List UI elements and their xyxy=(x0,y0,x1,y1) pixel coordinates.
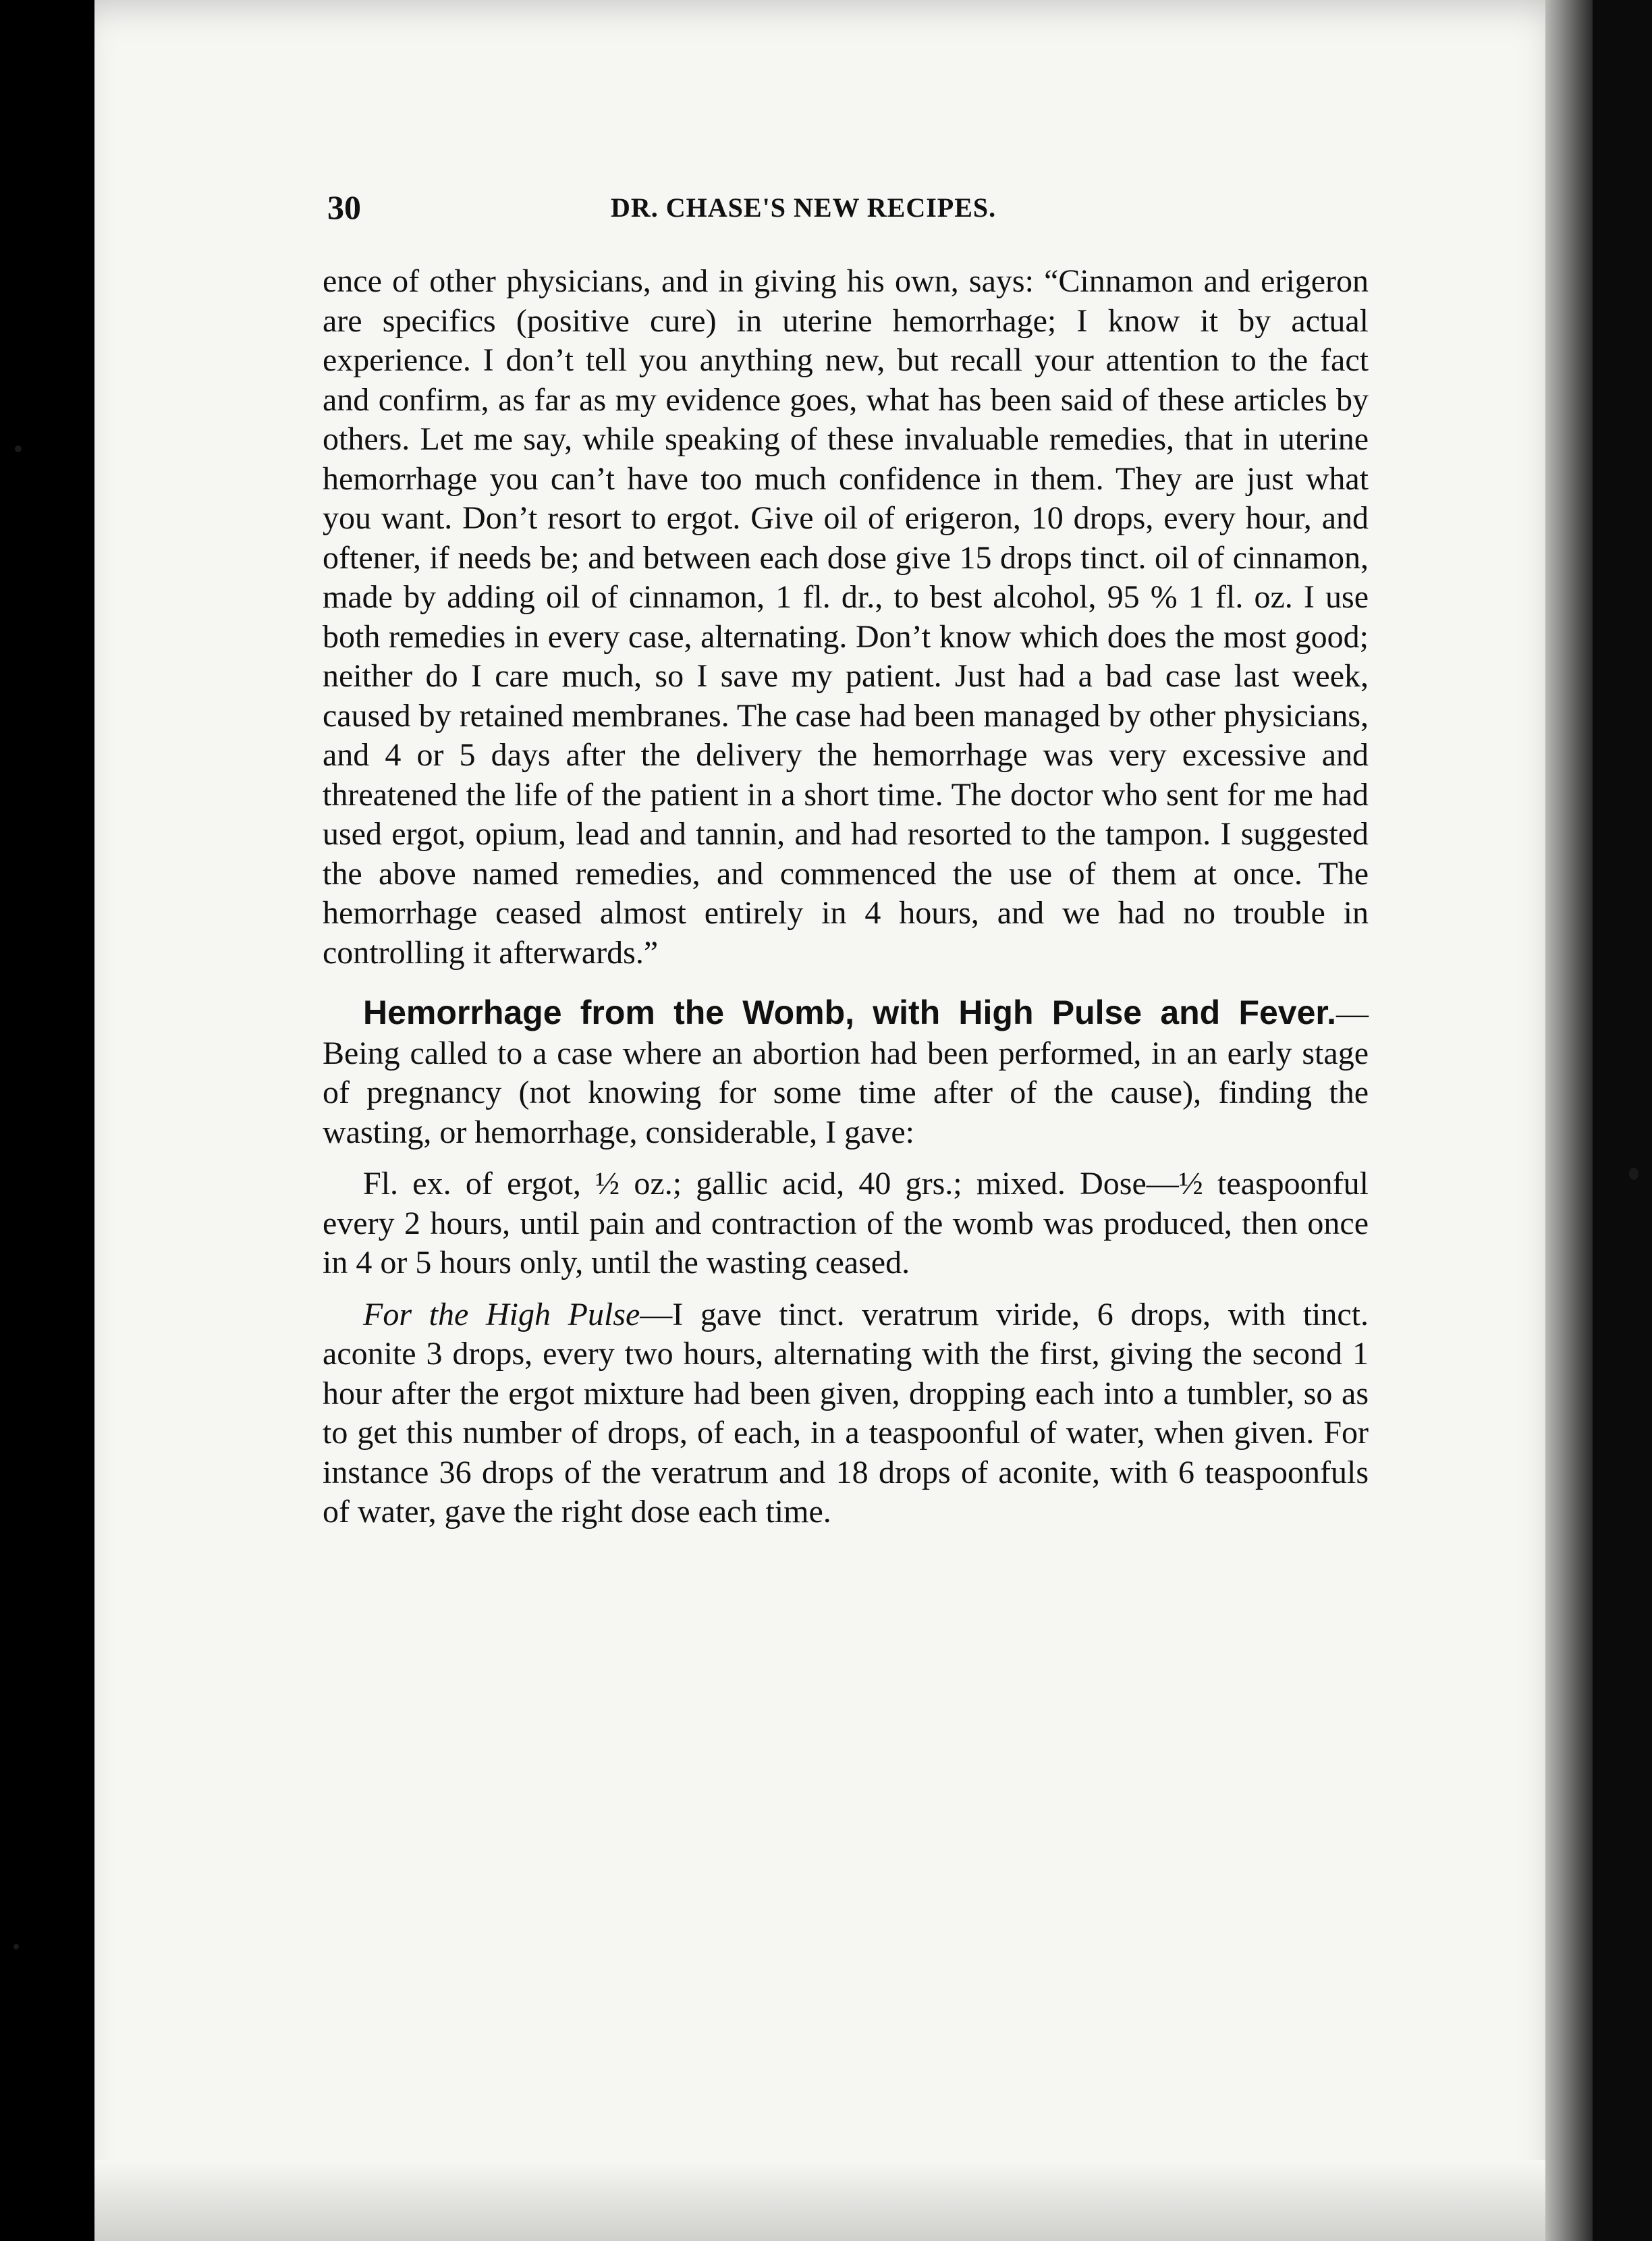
high-pulse-paragraph xyxy=(323,1295,1369,1532)
page-edge-border xyxy=(1593,0,1652,2241)
page-gutter-shadow xyxy=(1545,0,1593,2241)
page-header xyxy=(327,188,1373,235)
high-pulse-text: —I gave tinct. veratrum viride, 6 drops, with tinct. aconite 3 drops, every two hours, alternating with the first, giving the second 1 hour after the ergot mixture had been given, dropping each into a tumbler, so as to get this number of drops, of each, in a teaspoonful of water, when given. For instance 36 drops of the veratrum and 18 drops of aconite, with 6 teaspoonfuls of water, gave the right dose each time. xyxy=(323,1296,1369,1530)
scan-speck xyxy=(15,446,22,452)
running-head: DR. CHASE'S NEW RECIPES. xyxy=(611,192,997,223)
high-pulse-label: For the High Pulse xyxy=(363,1296,640,1332)
page-bottom-margin xyxy=(94,2160,1545,2241)
page-number: 30 xyxy=(327,188,361,226)
scan-speck xyxy=(1629,1168,1639,1180)
section-heading: Hemorrhage from the Womb, with High Pulse and Fever. xyxy=(363,994,1336,1031)
recipe-paragraph: Fl. ex. of ergot, ½ oz.; gallic acid, 40 grs.; mixed. Dose—½ teaspoonful every 2 hours, until pain and contraction of the womb was produced, then once in 4 or 5 hours only, until the wasting ceased. xyxy=(323,1166,1369,1280)
continuation-paragraph: ence of other physicians, and in giving his own, says: “Cinnamon and erigeron are specifics (positive cure) in uterine hemorrhage; I know it by actual experience. I don’t tell you anything new, but recall your attention to the fact and confirm, as far as my evidence goes, what has been said of these articles by others. Let me say, while speaking of these invaluable remedies, that in uterine hemorrhage you can’t have too much confidence in them. They are just what you want. Don’t resort to ergot. Give oil of erigeron, 10 drops, every hour, and oftener, if needs be; and between each dose give 15 drops tinct. oil of cinnamon, made by adding oil of cinnamon, 1 fl. dr., to best alcohol, 95 % 1 fl. oz. I use both remedies in every case, alternating. Don’t know which does the most good; neither do I care much, so I save my patient. Just had a bad case last week, caused by retained membranes. The case had been managed by other physicians, and 4 or 5 days after the delivery the hemorrhage was very excessive and threatened the life of the patient in a short time. The doctor who sent for me had used ergot, opium, lead and tannin, and had resorted to the tampon. I suggested the above named remedies, and commenced the use of them at once. The hemorrhage ceased almost entirely in 4 hours, and we had no trouble in controlling it afterwards.” xyxy=(323,263,1369,971)
scan-speck xyxy=(13,1944,19,1949)
body-text xyxy=(323,262,1369,1532)
section-paragraph xyxy=(323,993,1369,1152)
section-intro: —Being called to a case where an abortion had been performed, in an early stage of pregnancy (not knowing for some time after of the cause), finding the wasting, or hemorrhage, considerable, I gave: xyxy=(323,996,1369,1150)
